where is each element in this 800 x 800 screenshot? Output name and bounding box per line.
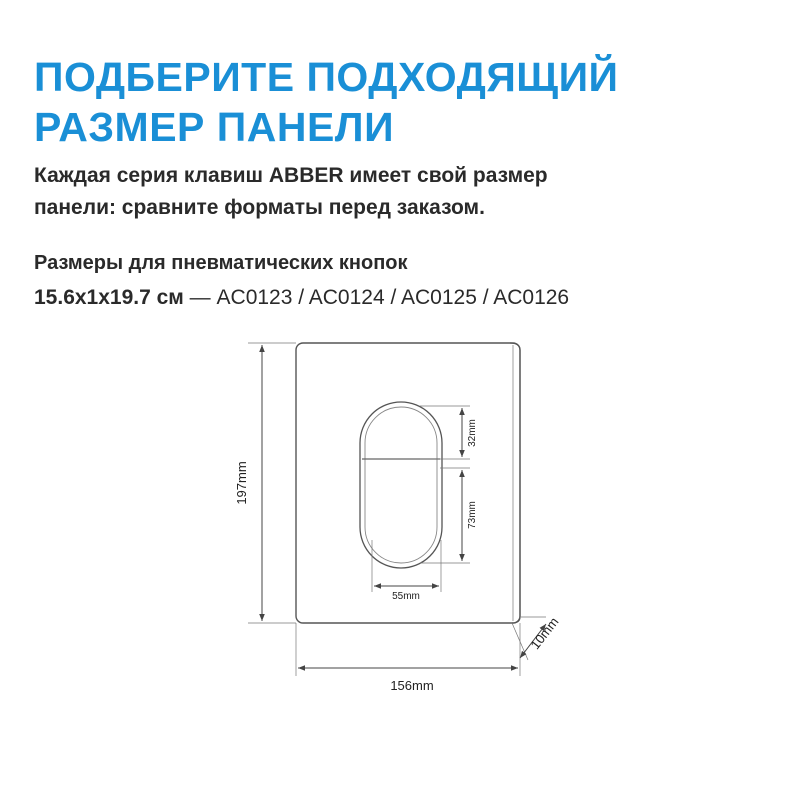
- top-key-label: 32mm: [467, 419, 478, 447]
- height-label: 197mm: [234, 461, 249, 505]
- bottom-key-label: 73mm: [467, 501, 478, 529]
- height-dimension: [248, 343, 296, 623]
- depth-label: 10mm: [527, 614, 562, 653]
- width-label: 156mm: [390, 678, 434, 693]
- title-line-2: РАЗМЕР ПАНЕЛИ: [34, 104, 395, 150]
- model-list: AC0123 / AC0124 / AC0125 / AC0126: [216, 286, 570, 309]
- sizes-title: Размеры для пневматических кнопок: [34, 252, 408, 274]
- intro-line-2: панели: сравните форматы перед заказом.: [34, 196, 485, 219]
- intro-line-1: Каждая серия клавиш ABBER имеет свой размер: [34, 164, 548, 187]
- title-line-1: ПОДБЕРИТЕ ПОДХОДЯЩИЙ: [34, 54, 619, 100]
- dimension-separator: —: [183, 286, 217, 309]
- panel-dimensions: 15.6x1x19.7 см: [34, 286, 184, 309]
- panel-front: [296, 343, 520, 623]
- button-width-label: 55mm: [392, 591, 420, 602]
- width-dimension: [296, 623, 520, 676]
